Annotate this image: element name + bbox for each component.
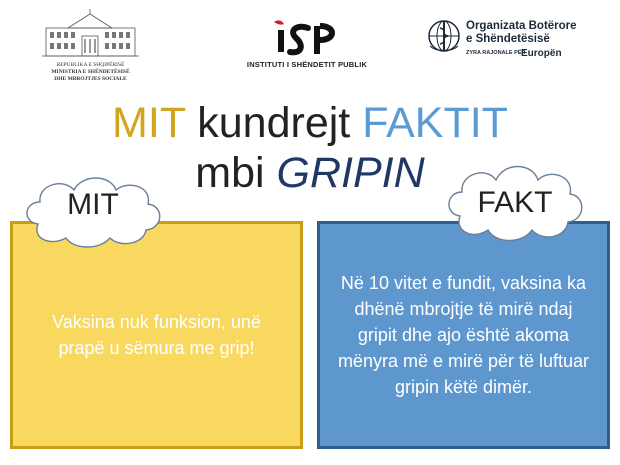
who-title-line2: e Shëndetësisë [466,33,550,45]
isp-mark-icon [222,16,392,58]
headline-prefix-word: mbi [195,149,265,197]
who-title-line1: Organizata Botërore [466,20,577,32]
who-region-text: Europën [521,48,562,59]
ministry-social-text: DHE MBROJTJES SOCIALE [54,76,127,82]
who-emblem-icon [426,18,462,54]
isp-caption: INSTITUTI I SHËNDETIT PUBLIK [246,60,368,69]
ministry-republic-text: REPUBLIKA E SHQIPËRISË [56,62,125,68]
who-office-text: ZYRA RAJONALE PËR [466,50,526,56]
ministry-logo [38,8,143,84]
headline-middle-word: kundrejt [197,99,351,147]
who-logo [426,18,606,68]
myth-text: Vaksina nuk funksion, unë prapë u sëmura me grip! [52,312,261,358]
headline-fact-word: FAKTIT [362,99,508,147]
myth-label: MIT [67,188,119,221]
ministry-name-text: MINISTRIA E SHËNDETËSISË [51,69,130,75]
fact-label: FAKT [477,186,553,219]
isp-logo [222,16,392,74]
fact-card [317,221,610,449]
myth-card [10,221,303,449]
fact-cloud [440,156,590,246]
fact-text: Në 10 vitet e fundit, vaksina ka dhënë mbrojtje të mirë ndaj gripit dhe ajo është akoma mënyra më e mirë për të luftuar gripin këtë dimër. [337,273,590,397]
headline-line1 [0,98,620,148]
headline-topic-word: GRIPIN [276,149,425,197]
myth-cloud [18,168,168,252]
ministry-building-icon [38,8,143,60]
who-title [466,20,577,46]
headline-myth-word: MIT [112,99,186,147]
